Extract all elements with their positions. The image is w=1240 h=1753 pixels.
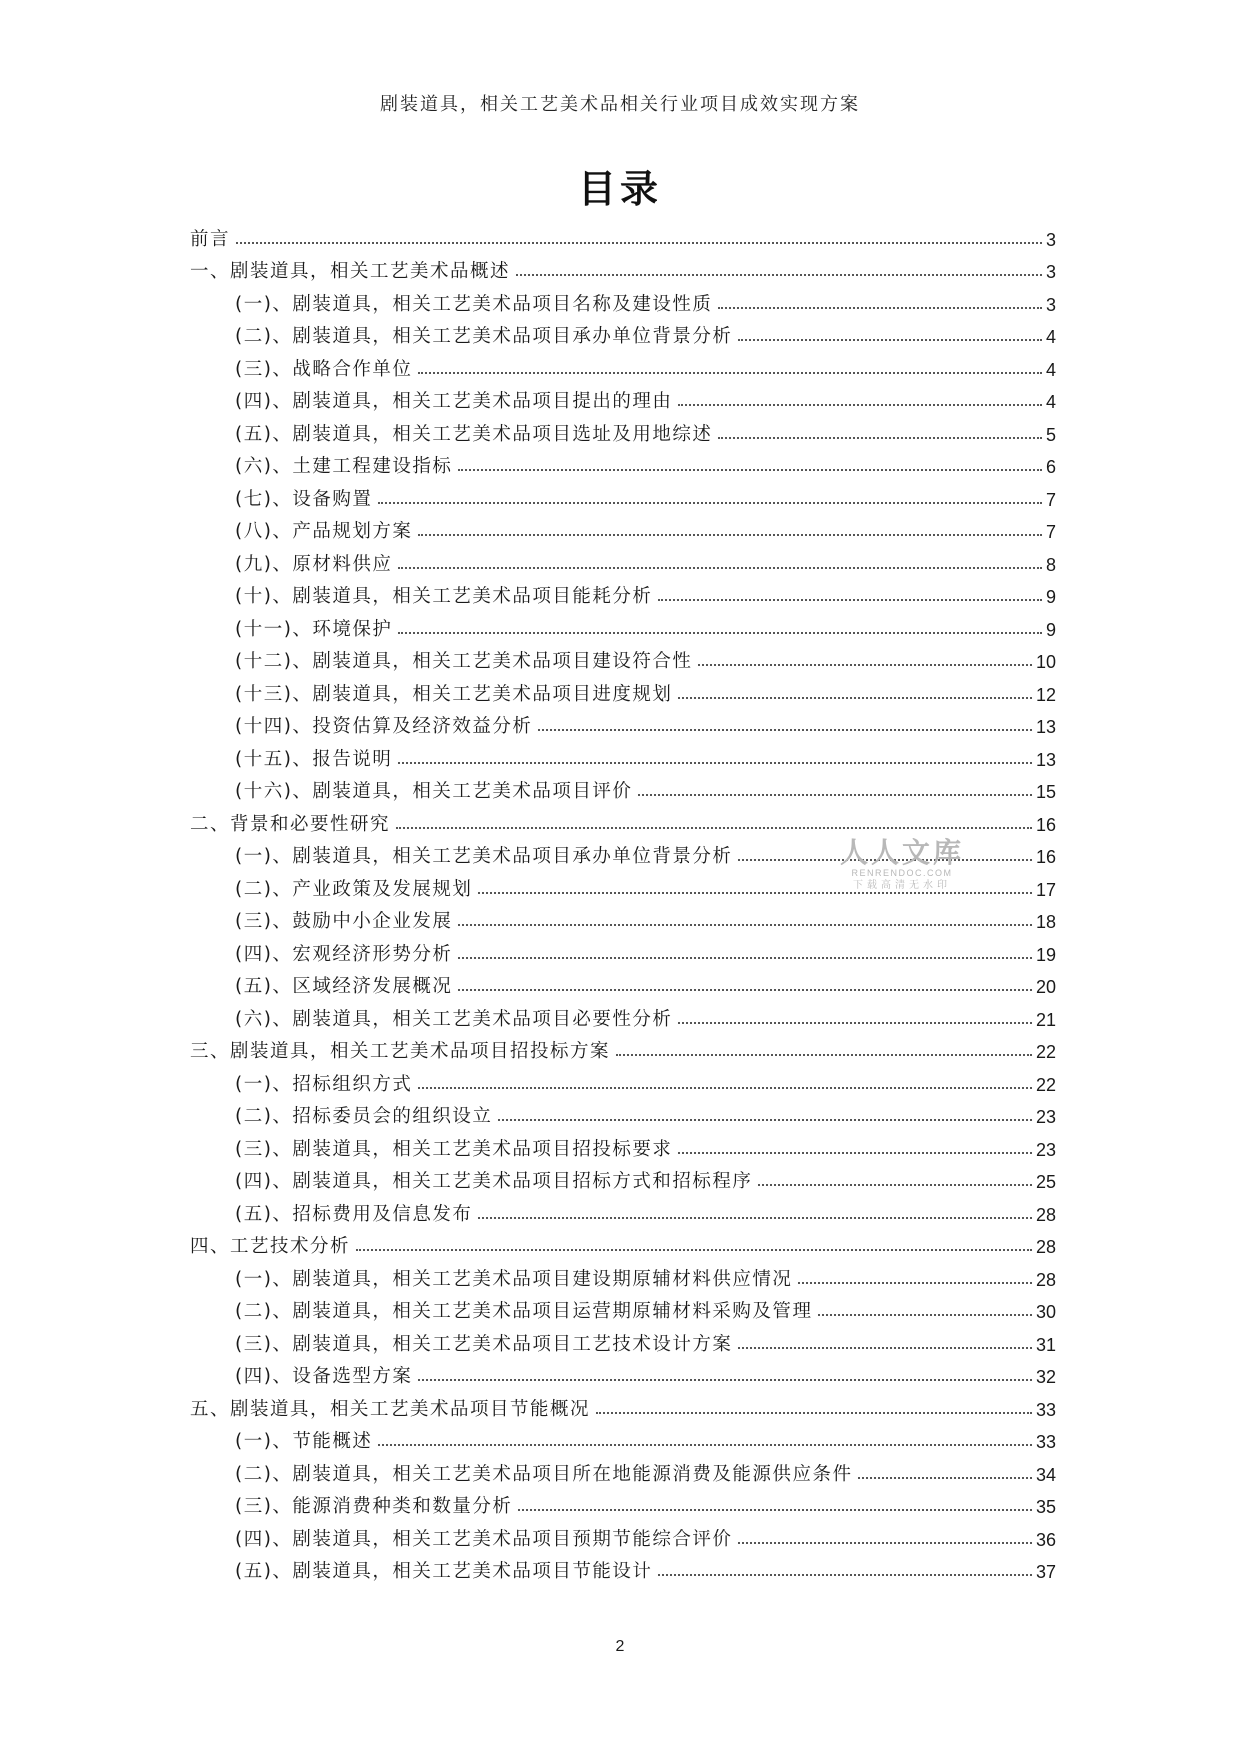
toc-section-entry[interactable] [190, 478, 1056, 511]
toc-entry-page: 5 [1045, 424, 1056, 445]
toc-dot-leader [356, 1249, 1032, 1251]
toc-chapter-entry[interactable] [190, 1031, 1056, 1064]
toc-section-entry[interactable] [190, 1161, 1056, 1194]
watermark [836, 838, 968, 893]
page-number: 2 [615, 1638, 625, 1655]
toc-entry-page: 28 [1035, 1204, 1056, 1225]
toc-entry-page: 21 [1035, 1009, 1056, 1030]
toc-entry-label: (四)、剧装道具，相关工艺美术品项目预期节能综合评价 [235, 1528, 733, 1550]
toc-chapter-entry[interactable] [190, 251, 1056, 284]
toc-entry-label: (一)、招标组织方式 [235, 1073, 413, 1095]
toc-entry-label: (四)、设备选型方案 [235, 1366, 413, 1387]
toc-dot-leader [418, 372, 1042, 374]
toc-entry-label: (五)、招标费用及信息发布 [235, 1203, 473, 1225]
toc-entry-label: (一)、剧装道具，相关工艺美术品项目承办单位背景分析 [235, 846, 733, 867]
toc-dot-leader [538, 729, 1032, 731]
toc-dot-leader [678, 1022, 1032, 1024]
toc-entry-label: (九)、原材料供应 [235, 553, 393, 575]
toc-entry-page: 13 [1035, 717, 1056, 737]
toc-dot-leader [758, 1184, 1032, 1186]
toc-entry-page: 12 [1035, 684, 1056, 705]
toc-entry-page: 32 [1035, 1367, 1056, 1387]
toc-chapter-entry[interactable] [190, 1388, 1056, 1421]
toc-entry-page: 28 [1035, 1269, 1056, 1290]
toc-entry-page: 23 [1035, 1107, 1056, 1127]
toc-section-entry[interactable] [190, 543, 1056, 576]
toc-dot-leader [738, 1347, 1032, 1349]
toc-dot-leader [698, 664, 1032, 666]
toc-entry-label: (十)、剧装道具，相关工艺美术品项目能耗分析 [235, 586, 653, 607]
toc-section-entry[interactable] [190, 446, 1056, 479]
toc-dot-leader [458, 957, 1032, 959]
toc-section-entry[interactable] [190, 933, 1056, 966]
toc-entry-page: 4 [1045, 359, 1056, 380]
toc-dot-leader [658, 599, 1042, 601]
toc-entry-label: (二)、剧装道具，相关工艺美术品项目承办单位背景分析 [235, 326, 733, 347]
toc-dot-leader [678, 697, 1032, 699]
toc-dot-leader [236, 242, 1042, 244]
toc-entry-page: 19 [1035, 944, 1056, 965]
toc-dot-leader [418, 534, 1042, 536]
toc-entry-page: 22 [1035, 1042, 1056, 1062]
toc-entry-label: (十四)、投资估算及经济效益分析 [235, 716, 533, 737]
toc-section-entry[interactable] [190, 348, 1056, 381]
toc-entry-label: 一、剧装道具，相关工艺美术品概述 [190, 261, 511, 282]
toc-entry-label: (十三)、剧装道具，相关工艺美术品项目进度规划 [235, 683, 673, 705]
toc-section-entry[interactable] [190, 1486, 1056, 1519]
toc-entry-page: 23 [1035, 1139, 1056, 1160]
toc-section-entry[interactable] [190, 511, 1056, 544]
toc-entry-label: (五)、区域经济发展概况 [235, 976, 453, 997]
toc-dot-leader [678, 404, 1042, 406]
toc-entry-page: 18 [1035, 912, 1056, 932]
toc-entry-page: 28 [1035, 1237, 1056, 1257]
toc-section-entry[interactable] [190, 316, 1056, 349]
toc-dot-leader [596, 1412, 1032, 1414]
toc-section-entry[interactable] [190, 1193, 1056, 1226]
toc-section-entry[interactable] [190, 1518, 1056, 1551]
toc-dot-leader [678, 1152, 1032, 1154]
toc-entry-page: 3 [1045, 229, 1056, 250]
toc-entry-label: 五、剧装道具，相关工艺美术品项目节能概况 [190, 1398, 591, 1420]
toc-dot-leader [858, 1477, 1032, 1479]
toc-section-entry[interactable] [190, 1128, 1056, 1161]
toc-entry-page: 7 [1045, 522, 1056, 542]
toc-section-entry[interactable] [190, 673, 1056, 706]
toc-dot-leader [718, 307, 1042, 309]
toc-entry-label: (四)、剧装道具，相关工艺美术品项目招标方式和招标程序 [235, 1171, 753, 1192]
toc-section-entry[interactable] [190, 1291, 1056, 1324]
toc-entry-label: (三)、战略合作单位 [235, 358, 413, 380]
toc-dot-leader [396, 827, 1032, 829]
toc-dot-leader [818, 1314, 1032, 1316]
toc-section-entry[interactable] [190, 1421, 1056, 1454]
toc-entry-page: 22 [1035, 1074, 1056, 1095]
toc-entry-label: 二、背景和必要性研究 [190, 813, 391, 835]
toc-entry-label: (一)、剧装道具，相关工艺美术品项目名称及建设性质 [235, 293, 713, 315]
toc-entry-page: 34 [1035, 1464, 1056, 1485]
watermark-site: RENRENDOC.COM [851, 868, 953, 878]
toc-title: 目录 [577, 167, 662, 211]
toc-section-entry[interactable] [190, 1096, 1056, 1129]
toc-entry-page: 25 [1035, 1172, 1056, 1192]
toc-section-entry[interactable] [190, 901, 1056, 934]
toc-section-entry[interactable] [190, 1063, 1056, 1096]
toc-dot-leader [458, 469, 1042, 471]
toc-dot-leader [518, 1509, 1032, 1511]
toc-entry-page: 20 [1035, 977, 1056, 997]
toc-entry-page: 15 [1035, 782, 1056, 802]
toc-chapter-entry[interactable] [190, 1226, 1056, 1259]
toc-dot-leader [398, 762, 1032, 764]
toc-dot-leader [378, 1444, 1032, 1446]
toc-entry-label: (十二)、剧装道具，相关工艺美术品项目建设符合性 [235, 651, 693, 672]
toc-dot-leader [738, 1542, 1032, 1544]
toc-chapter-entry[interactable] [190, 803, 1056, 836]
toc-entry-label: 四、工艺技术分析 [190, 1236, 351, 1257]
toc-entry-page: 6 [1045, 457, 1056, 477]
toc-entry-page: 33 [1035, 1432, 1056, 1452]
toc-entry-page: 31 [1035, 1334, 1056, 1355]
toc-section-entry[interactable] [190, 771, 1056, 804]
running-header: 剧装道具，相关工艺美术品相关行业项目成效实现方案 [380, 94, 860, 115]
toc-entry-label: (二)、招标委员会的组织设立 [235, 1106, 493, 1127]
toc-entry-page: 3 [1045, 262, 1056, 282]
toc-dot-leader [738, 339, 1042, 341]
toc-entry-label: (二)、剧装道具，相关工艺美术品项目所在地能源消费及能源供应条件 [235, 1463, 853, 1485]
toc-entry-label: (五)、剧装道具，相关工艺美术品项目节能设计 [235, 1561, 653, 1582]
toc-entry-page: 9 [1045, 587, 1056, 607]
toc-entry-label: (二)、剧装道具，相关工艺美术品项目运营期原辅材料采购及管理 [235, 1301, 813, 1322]
toc-section-entry[interactable] [190, 998, 1056, 1031]
toc-entry-page: 4 [1045, 327, 1056, 347]
toc-entry-label: (十六)、剧装道具，相关工艺美术品项目评价 [235, 781, 633, 802]
toc-dot-leader [498, 1119, 1032, 1121]
toc-dot-leader [718, 437, 1042, 439]
toc-section-entry[interactable] [190, 1356, 1056, 1389]
toc-section-entry[interactable] [190, 413, 1056, 446]
toc-section-entry[interactable] [190, 1453, 1056, 1486]
toc-entry-page: 3 [1045, 294, 1056, 315]
toc-dot-leader [398, 567, 1042, 569]
toc-section-entry[interactable] [190, 706, 1056, 739]
toc-dot-leader [616, 1054, 1032, 1056]
toc-dot-leader [516, 274, 1042, 276]
toc-section-entry[interactable] [190, 738, 1056, 771]
toc-entry-label: (三)、剧装道具，相关工艺美术品项目工艺技术设计方案 [235, 1333, 733, 1355]
toc-entry-label: (十一)、环境保护 [235, 618, 393, 640]
toc-section-entry[interactable] [190, 608, 1056, 641]
toc-entry-page: 10 [1035, 652, 1056, 672]
toc-entry-page: 33 [1035, 1399, 1056, 1420]
toc-entry-label: (一)、剧装道具，相关工艺美术品项目建设期原辅材料供应情况 [235, 1268, 793, 1290]
toc-dot-leader [458, 924, 1032, 926]
toc-chapter-entry[interactable] [190, 218, 1056, 251]
toc-entry-page: 16 [1035, 847, 1056, 867]
toc-entry-label: (三)、能源消费种类和数量分析 [235, 1496, 513, 1517]
toc-entry-page: 7 [1045, 489, 1056, 510]
toc-section-entry[interactable] [190, 1323, 1056, 1356]
toc-entry-label: 三、剧装道具，相关工艺美术品项目招投标方案 [190, 1041, 611, 1062]
toc-entry-page: 30 [1035, 1302, 1056, 1322]
toc-dot-leader [458, 989, 1032, 991]
toc-section-entry[interactable] [190, 576, 1056, 609]
toc-entry-label: (十五)、报告说明 [235, 748, 393, 770]
toc-entry-page: 8 [1045, 554, 1056, 575]
toc-entry-page: 9 [1045, 619, 1056, 640]
toc-entry-label: (四)、剧装道具，相关工艺美术品项目提出的理由 [235, 391, 673, 412]
toc-entry-label: (六)、剧装道具，相关工艺美术品项目必要性分析 [235, 1008, 673, 1030]
toc-entry-label: (八)、产品规划方案 [235, 521, 413, 542]
toc-entry-label: (三)、剧装道具，相关工艺美术品项目招投标要求 [235, 1138, 673, 1160]
toc-entry-label: (六)、土建工程建设指标 [235, 456, 453, 477]
toc-entry-page: 35 [1035, 1497, 1056, 1517]
toc-section-entry[interactable] [190, 966, 1056, 999]
toc-dot-leader [798, 1282, 1032, 1284]
toc-entry-label: (七)、设备购置 [235, 488, 373, 510]
toc-entry-page: 16 [1035, 814, 1056, 835]
toc-dot-leader [398, 632, 1042, 634]
toc-entry-page: 17 [1035, 879, 1056, 900]
toc-entry-page: 13 [1035, 749, 1056, 770]
toc-dot-leader [378, 502, 1042, 504]
toc-section-entry[interactable] [190, 641, 1056, 674]
toc-section-entry[interactable] [190, 381, 1056, 414]
toc-dot-leader [658, 1574, 1032, 1576]
toc-section-entry[interactable] [190, 1551, 1056, 1584]
watermark-logo-text: 人人文库 [839, 836, 964, 869]
toc-entry-label: (四)、宏观经济形势分析 [235, 943, 453, 965]
toc-entry-page: 4 [1045, 392, 1056, 412]
toc-entry-label: (三)、鼓励中小企业发展 [235, 911, 453, 932]
toc-dot-leader [418, 1087, 1032, 1089]
toc-entry-label: 前言 [190, 228, 231, 250]
toc-entry-label: (一)、节能概述 [235, 1431, 373, 1452]
toc-entry-label: (五)、剧装道具，相关工艺美术品项目选址及用地综述 [235, 423, 713, 445]
table-of-contents [190, 218, 1056, 1583]
toc-section-entry[interactable] [190, 283, 1056, 316]
toc-entry-page: 37 [1035, 1562, 1056, 1582]
toc-section-entry[interactable] [190, 1258, 1056, 1291]
watermark-tagline: 下载高清无水印 [853, 880, 951, 891]
toc-dot-leader [418, 1379, 1032, 1381]
toc-dot-leader [638, 794, 1032, 796]
toc-entry-page: 36 [1035, 1529, 1056, 1550]
toc-entry-label: (二)、产业政策及发展规划 [235, 878, 473, 900]
toc-dot-leader [478, 1217, 1032, 1219]
